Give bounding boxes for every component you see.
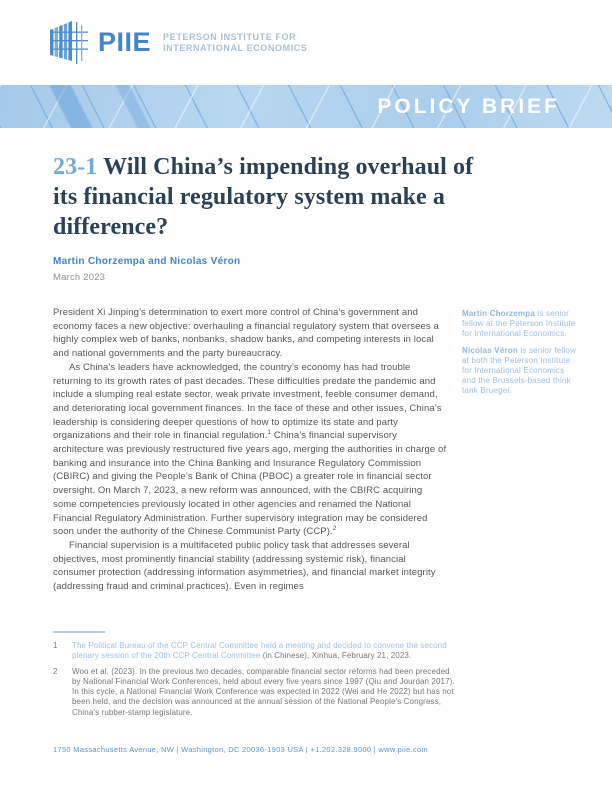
author-bios-sidebar	[462, 309, 578, 403]
footnote-1-rest: (in Chinese), Xinhua, February 21, 2023.	[260, 651, 412, 661]
bio1-text: is senior fellow at the Peterson Institute for International Economics.	[462, 309, 576, 339]
bio2-name: Nicolas Véron	[462, 345, 518, 355]
footnote-1-text	[72, 641, 455, 662]
paragraph-2-part2: China’s financial supervisory architecture was previously restructured five years ago, merging the authorities in charge of banking and insurance into the China Banking and Insurance Regulatory Commission (CBIRC) and giving the People’s Bank of China (PBOC) a greater role in financial sector oversight. On March 7, 2023, a new reform was announced, with the CBIRC acquiring some competencies previously located in other agencies and renamed the National Financial Regulatory Administration. Further supervisory integration may be considered soon under the authority of the Chinese Communist Party (CCP).	[53, 430, 447, 538]
paragraph-1: President Xi Jinping’s determination to exert more control of China’s government and economy faces a new objective: overhauling a financial regulatory system that oversees a highly complex web of banks, nonbanks, shadow banks, and competing interests in local and national governments and the party bureaucracy.	[53, 307, 439, 360]
footnote-2-number: 2	[53, 666, 58, 676]
banner-label: POLICY BRIEF	[377, 94, 560, 118]
piie-building-icon	[50, 19, 88, 67]
masthead	[0, 0, 612, 85]
paragraph-2-part1: As China’s leaders have acknowledged, the country’s economy has had trouble returning to its growth rates of past decades. These difficulties predate the pandemic and include a slumping real estate sector, weak private investment, feeble consumer demand, and deteriorating local government finances. In the face of these and other issues, China’s leadership is considering deeper questions of how to optimize its state and party organizations and their role in financial regulation.	[53, 361, 442, 442]
authors-line: Martin Chorzempa and Nicolas Véron	[53, 256, 241, 267]
footnote-1	[53, 641, 455, 662]
footnotes	[53, 631, 455, 723]
page-title	[53, 152, 485, 242]
paragraph-3: Financial supervision is a multifaceted public policy task that addresses several objectives, most prominently financial stability (addressing systemic risk), financial consumer protection (addressing information asymmetries), and financial market integrity (addressing fraud and criminal practices). Even in regimes	[53, 539, 436, 593]
institute-address: 1750 Massachusetts Avenue, NW | Washington, DC 20036-1903 USA | +1.202.328.9000 | www.piie.com	[53, 745, 428, 754]
bio-nicolas-veron	[462, 346, 578, 397]
body-text	[53, 306, 447, 594]
page-footer	[53, 745, 573, 754]
bio2-text: is senior fellow at both the Peterson Institute for International Economics and the Brussels-based think tank Bruegel.	[462, 345, 577, 396]
policy-brief-banner	[0, 85, 612, 128]
footnote-1-link[interactable]: The Political Bureau of the CCP Central Committee held a meeting and decided to convene the second plenary session of the 20th CCP Central Committee	[72, 641, 447, 661]
footnote-1-number: 1	[53, 641, 58, 650]
publication-date: March 2023	[53, 272, 106, 283]
brief-number: 23-1	[53, 154, 98, 180]
bio1-name: Martin Chorzempa	[462, 309, 535, 318]
bio-martin-chorzempa	[462, 309, 578, 340]
brief-title-text: Will China’s impending overhaul of its financial regulatory system make a difference?	[53, 154, 474, 240]
footnote-divider	[53, 631, 105, 633]
piie-logo	[50, 19, 308, 67]
paragraph-2	[53, 361, 447, 539]
piie-tagline	[163, 32, 307, 54]
piie-tagline-line1: PETERSON INSTITUTE FOR	[163, 31, 297, 42]
piie-acronym: PIIE	[98, 27, 152, 57]
footnote-2-text: Woo et al. (2023). In the previous two decades, comparable financial sector reforms had been preceded by National Financial Work Conferences, held about every five years since 1997 (Qiu and Jourdan 2017). In this cycle, a National Financial Work Conference was expected in 2022 (Wei and He 2022) but has not been held, and the decision was announced at the annual session of the National People’s Congress, China’s rubber-stamp legislature.	[72, 666, 455, 717]
footnote-ref-2: 2	[332, 525, 337, 533]
footnote-2	[53, 667, 455, 718]
footnote-ref-1: 1	[267, 429, 272, 437]
piie-tagline-line2: INTERNATIONAL ECONOMICS	[163, 42, 308, 53]
title-block	[53, 152, 485, 283]
